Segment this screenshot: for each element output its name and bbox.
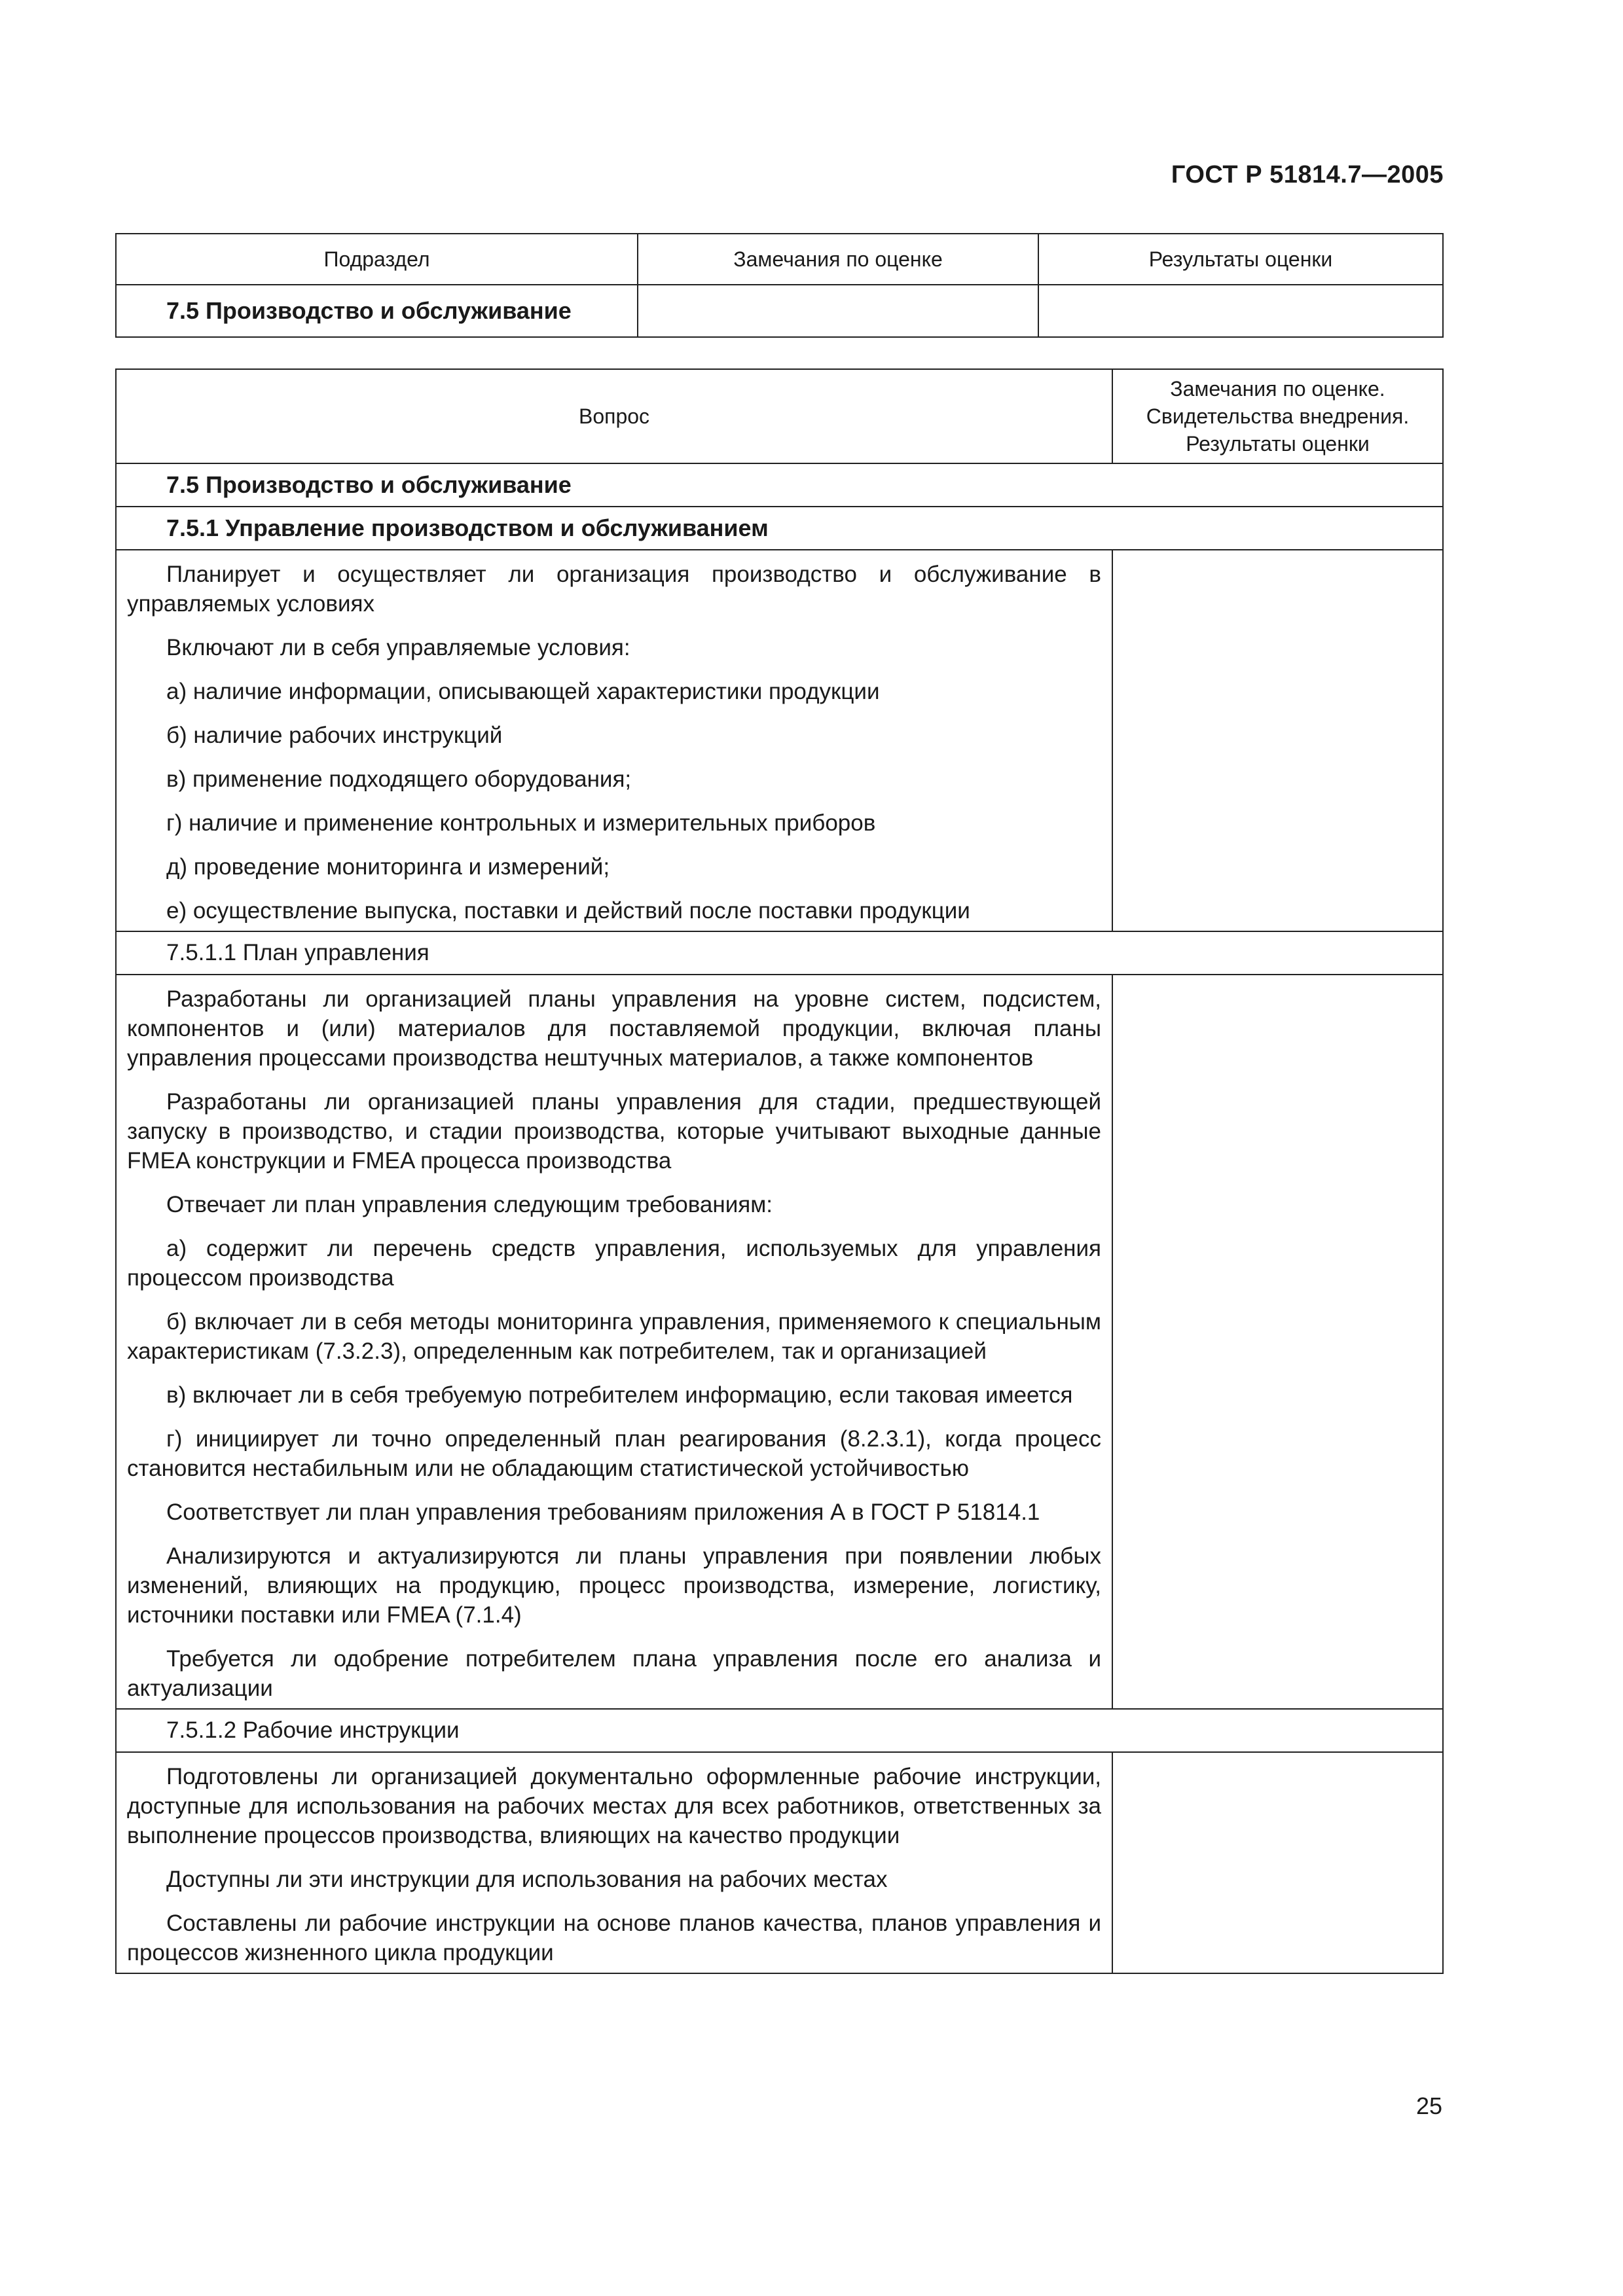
question-item: Подготовлены ли организацией документально оформленные рабочие инструкции, доступные для использования на рабочих местах для всех работников, ответственных за выполнение процессов производства, влияющих на качество продукции (127, 1764, 1101, 1848)
question-item: в) включает ли в себя требуемую потребителем информацию, если таковая имеется (166, 1382, 1073, 1408)
remarks-header-line1: Замечания по оценке. (1170, 377, 1385, 401)
col-remarks-evidence (1112, 369, 1443, 463)
question-item: в) применение подходящего оборудования; (166, 766, 632, 792)
question-item: Разработаны ли организацией планы управления на уровне систем, подсистем, компонентов и (или) материалов для поставляемой продукции, включая планы управления процессами производства нештучных материалов, а также компонентов (127, 986, 1101, 1071)
question-item: Доступны ли эти инструкции для использования на рабочих местах (166, 1867, 888, 1892)
assessment-summary-table (115, 233, 1444, 338)
question-item: г) наличие и применение контрольных и измерительных приборов (166, 810, 876, 836)
section-row (116, 463, 1443, 507)
question-block-row (116, 1752, 1443, 1973)
section-7-5-1-2-heading: 7.5.1.2 Рабочие инструкции (116, 1709, 1443, 1752)
page-number: 25 (1415, 2092, 1442, 2119)
summary-results-cell[interactable] (1038, 285, 1443, 337)
question-item: Требуется ли одобрение потребителем плана управления после его анализа и актуализации (127, 1646, 1101, 1701)
question-item: Планирует и осуществляет ли организация производство и обслуживание в управляемых условиях (127, 562, 1101, 617)
question-item: а) содержит ли перечень средств управления, используемых для управления процессом производства (127, 1236, 1101, 1291)
remarks-header-line3: Результаты оценки (1186, 432, 1370, 456)
section-7-5-heading: 7.5 Производство и обслуживание (116, 463, 1443, 507)
question-item: Анализируются и актуализируются ли планы управления при появлении любых изменений, влияющих на продукцию, процесс производства, измерение, логистику, источники поставки или FMEA (7.1.4) (127, 1543, 1101, 1628)
summary-row (116, 285, 1443, 337)
subsection-row (116, 931, 1443, 975)
question-item: е) осуществление выпуска, поставки и действий после поставки продукции (166, 898, 970, 924)
col-remarks: Замечания по оценке (638, 234, 1038, 285)
question-block-7-5-1 (116, 550, 1112, 931)
summary-header-row (116, 234, 1443, 285)
remarks-header-line2: Свидетельства внедрения. (1146, 404, 1410, 428)
subsection-row (116, 1709, 1443, 1752)
question-item: д) проведение мониторинга и измерений; (166, 854, 610, 880)
answer-cell[interactable] (1112, 975, 1443, 1709)
question-block-row (116, 975, 1443, 1709)
col-results: Результаты оценки (1038, 234, 1443, 285)
answer-cell[interactable] (1112, 1752, 1443, 1973)
question-block-7-5-1-1 (116, 975, 1112, 1709)
section-7-5-1-1-heading: 7.5.1.1 План управления (116, 931, 1443, 975)
summary-subsection-cell: 7.5 Производство и обслуживание (116, 285, 638, 337)
answer-cell[interactable] (1112, 550, 1443, 931)
question-item: Соответствует ли план управления требованиям приложения А в ГОСТ Р 51814.1 (166, 1499, 1040, 1525)
questions-table (115, 368, 1444, 1974)
question-item: Включают ли в себя управляемые условия: (166, 635, 630, 660)
section-7-5-1-heading: 7.5.1 Управление производством и обслуживанием (116, 507, 1443, 550)
standard-code: ГОСТ Р 51814.7—2005 (1171, 161, 1444, 188)
questions-header-row (116, 369, 1443, 463)
question-item: Составлены ли рабочие инструкции на основе планов качества, планов управления и процессов жизненного цикла продукции (127, 1910, 1101, 1965)
question-item: Разработаны ли организацией планы управления для стадии, предшествующей запуску в производство, и стадии производства, которые учитывают выходные данные FMEA конструкции и FMEA процесса производства (127, 1089, 1101, 1174)
col-question: Вопрос (116, 369, 1112, 463)
question-item: а) наличие информации, описывающей характеристики продукции (166, 679, 880, 704)
question-item: г) инициирует ли точно определенный план реагирования (8.2.3.1), когда процесс становится нестабильным или не обладающим статистической устойчивостью (127, 1426, 1101, 1481)
question-item: б) включает ли в себя методы мониторинга управления, применяемого к специальным характеристикам (7.3.2.3), определенным как потребителем, так и организацией (127, 1309, 1101, 1364)
question-item: б) наличие рабочих инструкций (166, 723, 503, 748)
question-block-7-5-1-2 (116, 1752, 1112, 1973)
summary-remarks-cell[interactable] (638, 285, 1038, 337)
question-block-row (116, 550, 1443, 931)
section-row (116, 507, 1443, 550)
question-item: Отвечает ли план управления следующим требованиям: (166, 1192, 773, 1217)
col-subsection: Подраздел (116, 234, 638, 285)
